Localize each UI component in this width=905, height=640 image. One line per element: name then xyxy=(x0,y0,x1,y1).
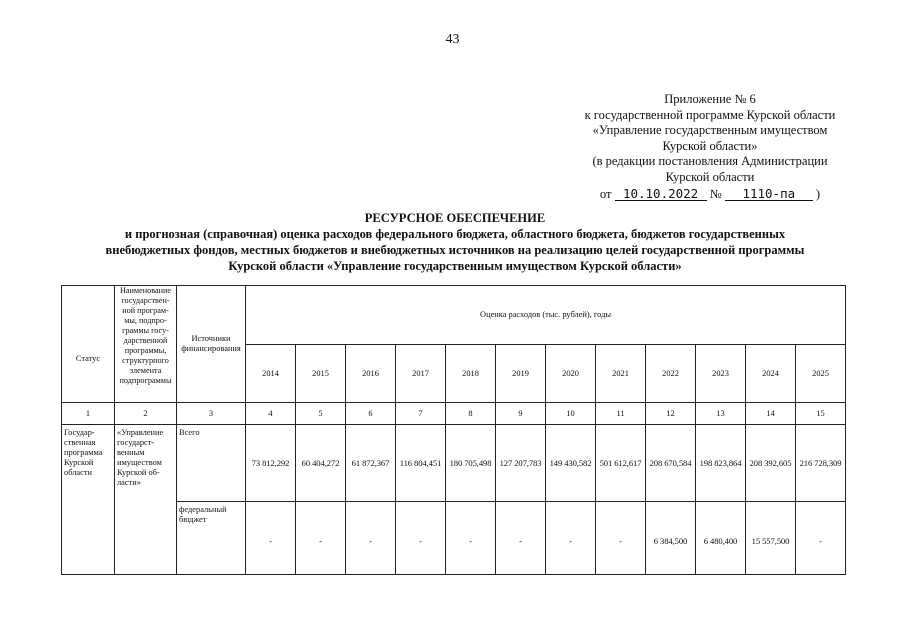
column-number: 6 xyxy=(346,403,396,425)
appendix-line: Курской области xyxy=(665,169,755,184)
header-name: Наименование государствен-ной програм-мы, подпро-граммы госу-дарственной программы, структурного элемента подпрограммы xyxy=(115,286,177,403)
resource-table xyxy=(61,285,846,575)
header-year: 2014 xyxy=(246,345,296,403)
header-year: 2023 xyxy=(696,345,746,403)
row-status: Государ-ственная программа Курской области xyxy=(62,425,115,575)
appendix-line: (в редакции постановления Администрации xyxy=(592,154,828,169)
header-status: Статус xyxy=(62,286,115,403)
total-value: 61 872,367 xyxy=(346,425,396,502)
header-year: 2024 xyxy=(746,345,796,403)
column-number: 8 xyxy=(446,403,496,425)
header-year: 2019 xyxy=(496,345,546,403)
total-value: 208 670,584 xyxy=(646,425,696,502)
total-value: 198 823,864 xyxy=(696,425,746,502)
federal-value: - xyxy=(296,502,346,575)
header-year: 2025 xyxy=(796,345,846,403)
column-number: 14 xyxy=(746,403,796,425)
column-number: 10 xyxy=(546,403,596,425)
header-estimate: Оценка расходов (тыс. рублей), годы xyxy=(246,286,846,345)
appendix-date-line xyxy=(560,187,860,203)
title-line: внебюджетных фондов, местных бюджетов и внебюджетных источников на реализацию целей государственной программы xyxy=(105,243,805,257)
total-value: 208 392,605 xyxy=(746,425,796,502)
column-number: 9 xyxy=(496,403,546,425)
header-source: Источники финансирования xyxy=(177,286,246,403)
federal-value: - xyxy=(446,502,496,575)
column-number: 7 xyxy=(396,403,446,425)
total-value: 127 207,783 xyxy=(496,425,546,502)
federal-value: - xyxy=(596,502,646,575)
total-value: 501 612,617 xyxy=(596,425,646,502)
header-year: 2018 xyxy=(446,345,496,403)
appendix-line: «Управление государственным имуществом xyxy=(592,123,828,138)
federal-value: 15 557,500 xyxy=(746,502,796,575)
federal-value: - xyxy=(246,502,296,575)
federal-value: - xyxy=(346,502,396,575)
document-title xyxy=(40,210,870,274)
row-source-federal: федеральный бюджет xyxy=(177,502,246,575)
date-close: ) xyxy=(815,186,821,201)
resolution-number: 1110-па xyxy=(725,187,813,201)
number-prefix: № xyxy=(709,186,722,201)
header-year: 2016 xyxy=(346,345,396,403)
resolution-date: 10.10.2022 xyxy=(615,187,707,201)
table-row-federal xyxy=(62,502,846,575)
column-number: 13 xyxy=(696,403,746,425)
column-number: 1 xyxy=(62,403,115,425)
total-value: 149 430,582 xyxy=(546,425,596,502)
header-year: 2021 xyxy=(596,345,646,403)
date-prefix: от xyxy=(599,186,612,201)
title-line: РЕСУРСНОЕ ОБЕСПЕЧЕНИЕ xyxy=(364,211,546,225)
total-value: 73 812,292 xyxy=(246,425,296,502)
column-number: 12 xyxy=(646,403,696,425)
header-year: 2015 xyxy=(296,345,346,403)
federal-value: 6 384,500 xyxy=(646,502,696,575)
total-value: 216 728,309 xyxy=(796,425,846,502)
column-number: 11 xyxy=(596,403,646,425)
column-number: 15 xyxy=(796,403,846,425)
appendix-line: Приложение № 6 xyxy=(664,92,756,106)
column-number: 5 xyxy=(296,403,346,425)
federal-value: - xyxy=(796,502,846,575)
table-row-total xyxy=(62,425,846,502)
federal-value: 6 480,400 xyxy=(696,502,746,575)
column-number: 4 xyxy=(246,403,296,425)
header-year: 2017 xyxy=(396,345,446,403)
header-year: 2022 xyxy=(646,345,696,403)
row-program-name: «Управление государст-венным имуществом Курской об-ласти» xyxy=(115,425,177,575)
federal-value: - xyxy=(496,502,546,575)
total-value: 180 705,498 xyxy=(446,425,496,502)
row-source-total: Всего xyxy=(177,425,246,502)
appendix-block xyxy=(560,92,860,202)
title-line: и прогнозная (справочная) оценка расходов федерального бюджета, областного бюджета, бюджетов государственных xyxy=(124,227,786,241)
page-number: 43 xyxy=(445,32,460,47)
total-value: 116 804,451 xyxy=(396,425,446,502)
column-number: 3 xyxy=(177,403,246,425)
appendix-line: Курской области» xyxy=(662,138,758,153)
federal-value: - xyxy=(546,502,596,575)
total-value: 60 404,272 xyxy=(296,425,346,502)
header-year: 2020 xyxy=(546,345,596,403)
federal-value: - xyxy=(396,502,446,575)
appendix-line: к государственной программе Курской области xyxy=(584,107,836,122)
title-line: Курской области «Управление государственным имуществом Курской области» xyxy=(228,259,682,273)
column-number: 2 xyxy=(115,403,177,425)
